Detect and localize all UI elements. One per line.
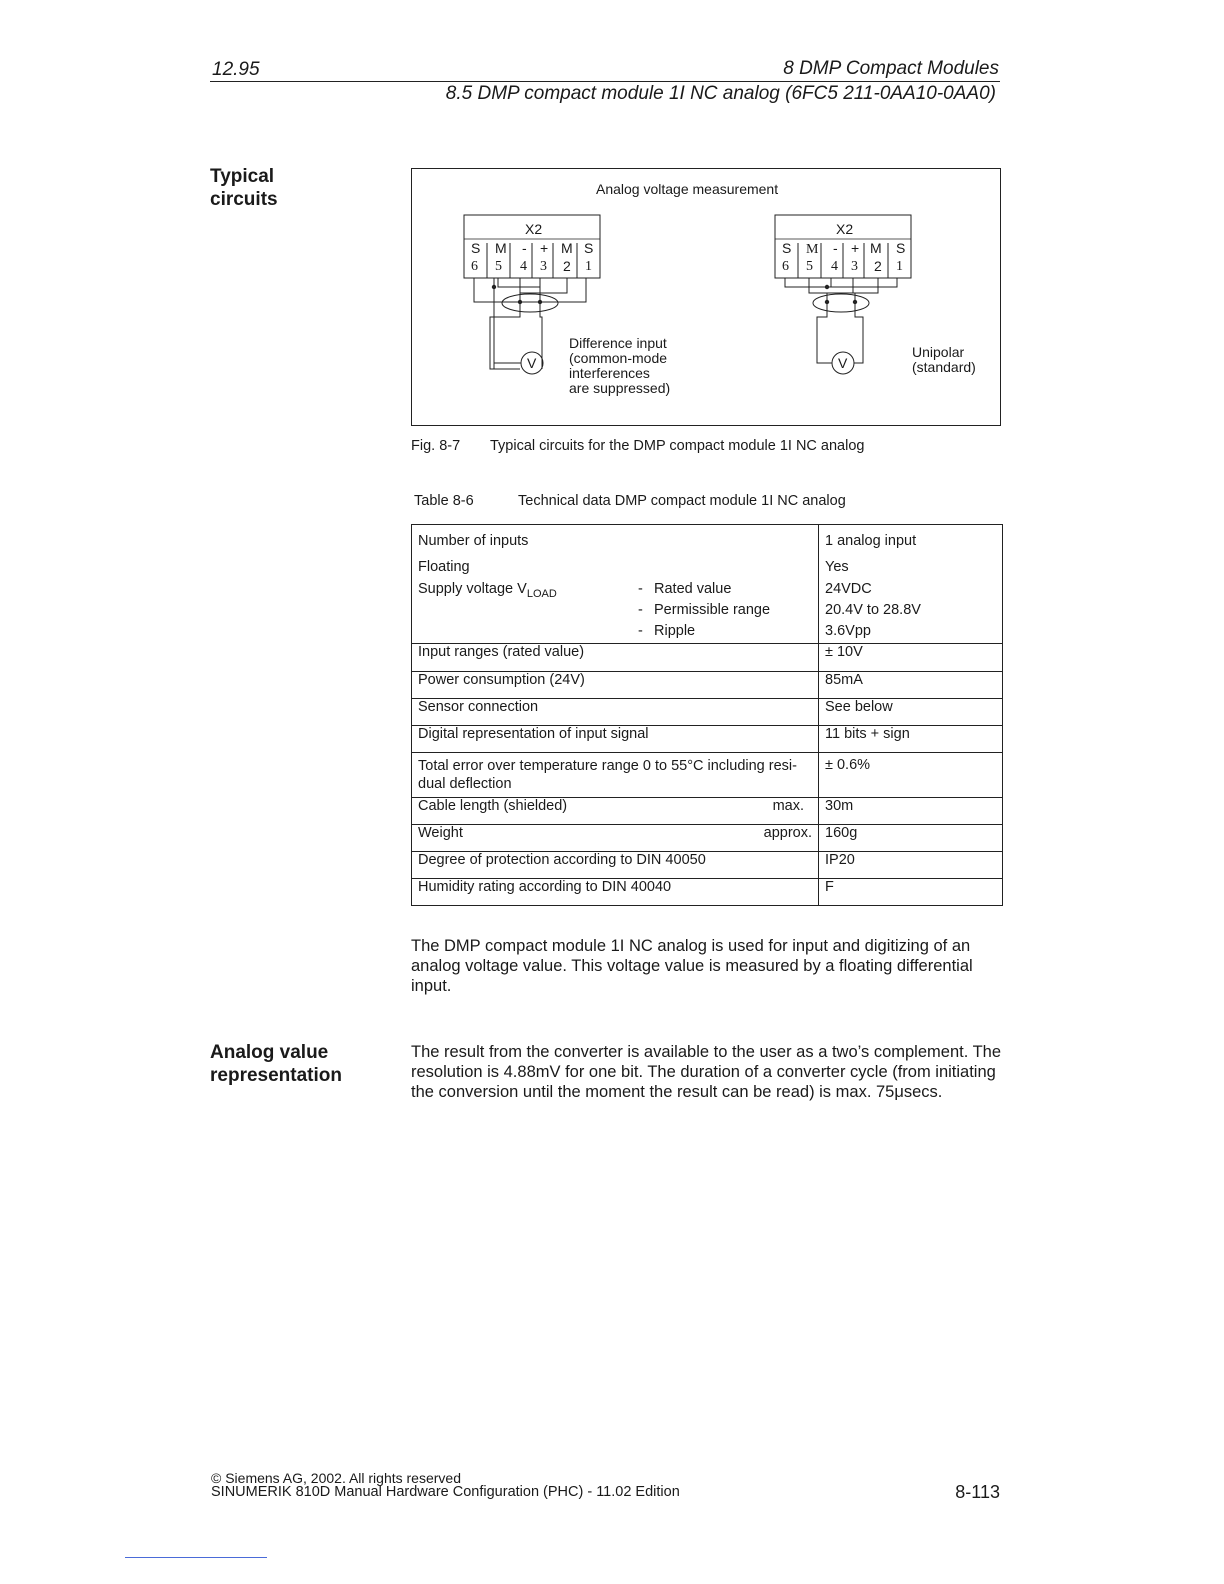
pin-number: 2 bbox=[874, 258, 882, 274]
analog-value-paragraph: The result from the converter is available to the user as a two’s complement. The resolution is 4.88mV for one bit. The duration of a converter cycle (from initiating the conversion until the moment the result can be read) is max. 75μsecs. bbox=[411, 1043, 1002, 1101]
row-label: Number of inputs bbox=[418, 533, 529, 549]
table-row bbox=[412, 672, 1003, 699]
figure-caption-text: Typical circuits for the DMP compact module 1I NC analog bbox=[490, 438, 865, 454]
page-number: 8-113 bbox=[955, 1482, 1000, 1502]
pin-number: 6 bbox=[782, 259, 789, 274]
table-row bbox=[412, 726, 1003, 753]
left-note-line: interferences bbox=[569, 365, 650, 381]
row-qualifier: max. bbox=[772, 798, 804, 814]
supply-item-label: - Ripple bbox=[638, 621, 770, 642]
pin-signal: M bbox=[806, 242, 819, 257]
pin-signal: - bbox=[522, 240, 527, 256]
row-label: Humidity rating according to DIN 40040 bbox=[412, 879, 819, 906]
row-label: Power consumption (24V) bbox=[412, 672, 819, 699]
row-label: Degree of protection according to DIN 40050 bbox=[412, 852, 819, 879]
row-value: 3.6Vpp bbox=[825, 623, 871, 639]
row-value: 85mA bbox=[819, 672, 1003, 699]
row-label: Digital representation of input signal bbox=[412, 726, 819, 753]
table-label-cell bbox=[412, 825, 819, 852]
circuit-figure bbox=[411, 168, 1001, 426]
pin-number: 4 bbox=[831, 259, 838, 274]
row-label: Input ranges (rated value) bbox=[412, 644, 819, 672]
footer-copyright: © Siemens AG, 2002. All rights reserved bbox=[211, 1470, 461, 1486]
pin-signal: + bbox=[851, 240, 860, 256]
row-label: Floating bbox=[418, 559, 470, 575]
pin-signal: M bbox=[495, 240, 507, 256]
pin-number: 1 bbox=[896, 259, 903, 274]
pin-signal: S bbox=[584, 240, 594, 256]
header-date: 12.95 bbox=[212, 59, 260, 80]
row-qualifier: approx. bbox=[763, 825, 812, 841]
pin-signal: - bbox=[833, 240, 838, 256]
pin-number: 5 bbox=[495, 259, 502, 274]
right-note-line: (standard) bbox=[912, 359, 976, 375]
right-pin-row bbox=[782, 240, 905, 274]
table-caption-text: Technical data DMP compact module 1I NC analog bbox=[518, 493, 846, 509]
row-label: Total error over temperature range 0 to 55°C including resi- dual deflection bbox=[412, 753, 819, 798]
table-row bbox=[412, 753, 1003, 798]
footer-manual-title: SINUMERIK 810D Manual Hardware Configuration (PHC) - 11.02 Edition bbox=[211, 1484, 680, 1500]
pin-signal: M bbox=[561, 240, 573, 256]
supply-voltage-label: Supply voltage $V_{LOAD}$ bbox=[418, 581, 557, 600]
table-label-cell bbox=[412, 525, 819, 644]
header-section: 8.5 DMP compact module 1I NC analog (6FC5 211-0AA10-0AA0) bbox=[445, 83, 996, 104]
right-connector-label: X2 bbox=[836, 221, 854, 237]
pin-number: 4 bbox=[520, 259, 527, 274]
row-value: See below bbox=[819, 699, 1003, 726]
table-row bbox=[412, 879, 1003, 906]
footnote-link-rule[interactable] bbox=[125, 1557, 267, 1558]
right-circuit bbox=[775, 215, 976, 375]
pin-signal: S bbox=[471, 240, 481, 256]
table-caption-number: Table 8-6 bbox=[414, 493, 474, 509]
supply-voltage-block bbox=[418, 579, 812, 643]
row-label: Sensor connection bbox=[412, 699, 819, 726]
left-note-line: (common-mode bbox=[569, 350, 668, 366]
row-value: 11 bits + sign bbox=[819, 726, 1003, 753]
left-circuit bbox=[464, 215, 670, 396]
figure-caption-number: Fig. 8-7 bbox=[411, 438, 461, 454]
header-chapter: 8 DMP Compact Modules bbox=[783, 58, 999, 79]
right-note-line: Unipolar bbox=[912, 344, 965, 360]
row-value: ± 10V bbox=[819, 644, 1003, 672]
left-meter-symbol: V bbox=[527, 355, 537, 371]
row-label: Weight bbox=[418, 825, 463, 841]
row-value: 30m bbox=[819, 798, 1003, 825]
figure-caption bbox=[411, 438, 864, 454]
row-label: Cable length (shielded) bbox=[418, 798, 568, 814]
supply-voltage-items bbox=[638, 579, 770, 642]
description-paragraph: The DMP compact module 1I NC analog is used for input and digitizing of an analog voltage value. This voltage value is measured by a floating differential input. bbox=[411, 937, 973, 995]
pin-number: 2 bbox=[563, 258, 571, 274]
row-value: IP20 bbox=[819, 852, 1003, 879]
pin-signal: M bbox=[870, 240, 882, 256]
pin-signal: S bbox=[896, 240, 906, 256]
left-note-line: Difference input bbox=[569, 335, 667, 351]
pin-number: 6 bbox=[471, 259, 478, 274]
figure-title: Analog voltage measurement bbox=[596, 181, 779, 197]
right-meter-symbol: V bbox=[838, 355, 848, 371]
row-value: 24VDC bbox=[825, 581, 872, 597]
technical-data-table bbox=[411, 524, 1003, 906]
circuit-diagram bbox=[412, 169, 1000, 425]
table-row bbox=[412, 699, 1003, 726]
table-label-cell bbox=[412, 798, 819, 825]
pin-number: 3 bbox=[540, 259, 547, 274]
supply-item-label: - Permissible range bbox=[638, 600, 770, 621]
supply-item-label: - Rated value bbox=[638, 579, 770, 600]
typical-circuits-heading: Typical circuits bbox=[210, 166, 278, 210]
pin-number: 3 bbox=[851, 259, 858, 274]
left-connector-label: X2 bbox=[525, 221, 543, 237]
table-row bbox=[412, 798, 1003, 825]
pin-signal: S bbox=[782, 240, 792, 256]
row-value: Yes bbox=[825, 559, 849, 575]
row-value: ± 0.6% bbox=[819, 753, 1003, 798]
pin-signal: + bbox=[540, 240, 549, 256]
table-row bbox=[412, 825, 1003, 852]
table-row bbox=[412, 644, 1003, 672]
table-value-cell bbox=[819, 525, 1003, 644]
row-value: 1 analog input bbox=[825, 533, 917, 549]
header-rule bbox=[210, 81, 1000, 82]
row-value: 160g bbox=[819, 825, 1003, 852]
pin-number: 1 bbox=[585, 259, 592, 274]
table-caption bbox=[414, 493, 846, 509]
analog-value-heading: Analog value representation bbox=[210, 1042, 342, 1086]
table-row bbox=[412, 525, 1003, 644]
row-value: F bbox=[819, 879, 1003, 906]
table-row bbox=[412, 852, 1003, 879]
pin-number: 5 bbox=[806, 259, 813, 274]
row-value: 20.4V to 28.8V bbox=[825, 602, 921, 618]
left-note-line: are suppressed) bbox=[569, 380, 671, 396]
